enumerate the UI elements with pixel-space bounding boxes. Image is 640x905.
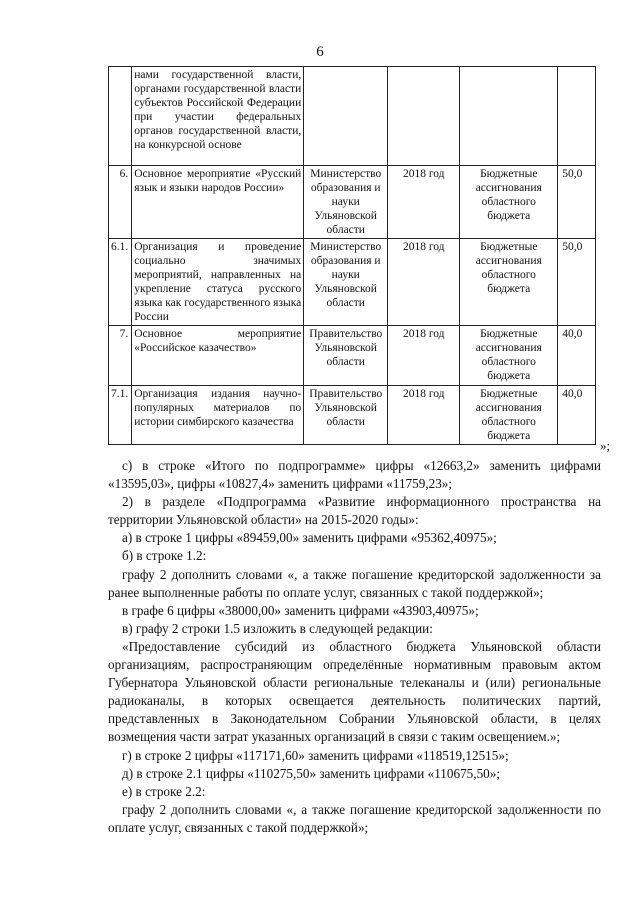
paragraph-line-1-2: б) в строке 1.2: bbox=[122, 548, 207, 564]
table-row bbox=[109, 67, 596, 166]
cell-funding-source: Бюджетные ассигнования областного бюджета bbox=[460, 239, 558, 326]
cell-year: 2018 год bbox=[388, 386, 460, 445]
table-row bbox=[109, 166, 596, 239]
cell-executor: Министерство образования и науки Ульяновской области bbox=[304, 239, 388, 326]
cell-amount: 40,0 bbox=[558, 386, 596, 445]
cell-funding-source: Бюджетные ассигнования областного бюджета bbox=[460, 166, 558, 239]
cell-amount: 40,0 bbox=[558, 326, 596, 386]
cell-description: Организация и проведение социально значимых мероприятий, направленных на укрепление статуса русского языка как государственного языка России bbox=[132, 239, 304, 326]
cell-funding-source: Бюджетные ассигнования областного бюджета bbox=[460, 386, 558, 445]
table-row bbox=[109, 326, 596, 386]
paragraph-total-line: с) в строке «Итого по подпрограмме» цифры «12663,2» заменить цифрами «13595,03», цифры «10827,4» заменить цифрами «11759,23»; bbox=[108, 458, 601, 492]
paragraph-section-2: 2) в разделе «Подпрограмма «Развитие информационного пространства на территории Ульяновской области» на 2015-2020 годы»: bbox=[108, 494, 601, 528]
cell-funding-source bbox=[460, 67, 558, 166]
cell-description: Основное мероприятие «Российское казачество» bbox=[132, 326, 304, 386]
paragraph-line-2: г) в строке 2 цифры «117171,60» заменить цифрами «118519,12515»; bbox=[122, 747, 509, 763]
cell-executor bbox=[304, 67, 388, 166]
paragraph-line-2-1: д) в строке 2.1 цифры «110275,50» заменить цифрами «110675,50»; bbox=[122, 765, 501, 781]
paragraph-line-2-2: е) в строке 2.2: bbox=[122, 783, 206, 799]
cell-year: 2018 год bbox=[388, 239, 460, 326]
paragraph-column-2-addition: графу 2 дополнить словами «, а также погашение кредиторской задолженности за ранее выполненные работы по оплате услуг, связанных с такой поддержкой»; bbox=[108, 566, 601, 600]
cell-funding-source: Бюджетные ассигнования областного бюджета bbox=[460, 326, 558, 386]
cell-number bbox=[109, 67, 132, 166]
paragraph-column-2-addition-2: графу 2 дополнить словами «, а также погашение кредиторской задолженности по оплате услуг, связанных с такой поддержкой»; bbox=[108, 801, 601, 835]
page-number: 6 bbox=[316, 44, 324, 60]
cell-executor: Министерство образования и науки Ульяновской области bbox=[304, 166, 388, 239]
cell-executor: Правительство Ульяновской области bbox=[304, 386, 388, 445]
cell-number: 7.1. bbox=[109, 386, 132, 445]
cell-description: Организация издания научно-популярных материалов по истории симбирского казачества bbox=[132, 386, 304, 445]
cell-amount bbox=[558, 67, 596, 166]
cell-number: 6. bbox=[109, 166, 132, 239]
cell-executor: Правительство Ульяновской области bbox=[304, 326, 388, 386]
body-text bbox=[108, 457, 601, 837]
table-closing-quote: »; bbox=[600, 438, 611, 453]
paragraph-column-6: в графе 6 цифры «38000,00» заменить цифрами «43903,40975»; bbox=[122, 602, 479, 618]
cell-description: нами государственной власти, органами государственной власти субъектов Российской Федерации при участии федеральных органов государственной власти, на конкурсной основе bbox=[132, 67, 304, 166]
cell-amount: 50,0 bbox=[558, 239, 596, 326]
paragraph-line-1-5: в) графу 2 строки 1.5 изложить в следующей редакции: bbox=[122, 620, 433, 636]
cell-year bbox=[388, 67, 460, 166]
paragraph-new-wording: «Предоставление субсидий из областного бюджета Ульяновской области организациям, распространяющим определённые нормативным правовым актом Губернатора Ульяновской области региональные телеканалы и (или) региональные радиоканалы, в которых освещается деятельность политических партий, представленных в Законодательном Собрании Ульяновской области, в целях возмещения части затрат указанных организаций в связи с таким освещением.»; bbox=[108, 638, 601, 745]
cell-amount: 50,0 bbox=[558, 166, 596, 239]
table-row bbox=[109, 239, 596, 326]
cell-description: Основное мероприятие «Русский язык и языки народов России» bbox=[132, 166, 304, 239]
paragraph-line-1: а) в строке 1 цифры «89459,00» заменить цифрами «95362,40975»; bbox=[122, 530, 497, 546]
cell-number: 6.1. bbox=[109, 239, 132, 326]
cell-number: 7. bbox=[109, 326, 132, 386]
cell-year: 2018 год bbox=[388, 326, 460, 386]
table-row bbox=[109, 386, 596, 445]
program-table bbox=[108, 66, 596, 445]
cell-year: 2018 год bbox=[388, 166, 460, 239]
